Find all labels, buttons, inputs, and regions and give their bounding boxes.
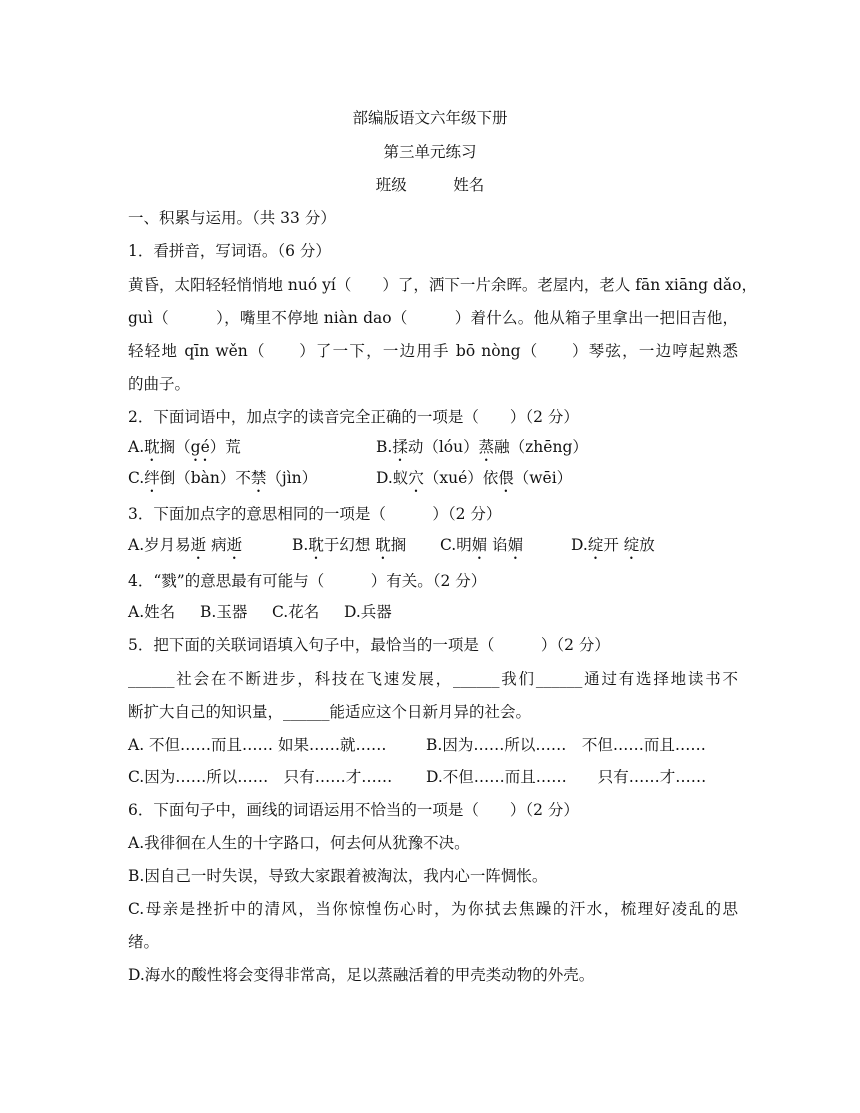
q6-option-b: B.因自己一时失误，导致大家跟着被淘汰，我内心一阵惆怅。 [128,867,548,885]
q1-line-4: 的曲子。 [128,375,191,393]
q2-option-d: D.蚁穴（xué）依偎（wēi） [376,469,573,487]
q6-option-a: A.我徘徊在人生的十字路口，何去何从犹豫不决。 [128,834,470,852]
q5-option-d: D.不但……而且…… 只有……才…… [426,768,707,786]
q4-option-c: C.花名 [272,603,320,621]
q2-stem: 2．下面词语中，加点字的读音完全正确的一项是（ ）（2 分） [128,408,579,426]
q3-option-d: D.绽开 绽放 [571,536,655,554]
q2-option-b: B.揉动（lóu）蒸融（zhēng） [376,438,588,456]
q6-option-d: D.海水的酸性将会变得非常高，足以蒸融活着的甲壳类动物的外壳。 [128,966,595,984]
q5-text-line-2: 断扩大自己的知识量，______能适应这个日新月异的社会。 [128,703,532,721]
q2-option-c: C.绊倒（bàn）不禁（jìn） [128,469,318,487]
q1-stem: 1．看拼音，写词语。（6 分） [128,242,331,260]
q3-option-c: C.明媚 谄媚 [440,536,524,554]
q5-options-row-1 [128,734,738,756]
q4-option-b: B.玉器 [200,603,248,621]
q4-option-a: A.姓名 [128,603,176,621]
q4-options [128,601,738,623]
q5-option-c: C.因为……所以…… 只有……才…… [128,768,393,786]
q1-line-3: 轻轻地 qīn wěn（ ）了一下，一边用手 bō nòng（ ）琴弦，一边哼起熟悉 [128,342,738,360]
q1-line-2: guì（ ），嘴里不停地 niàn dao（ ）着什么。他从箱子里拿出一把旧吉他， [128,309,738,327]
q5-option-a: A. 不但……而且…… 如果……就…… [128,736,387,754]
q2-options-row-1 [128,436,738,465]
q6-stem: 6．下面句子中，画线的词语运用不恰当的一项是（ ）（2 分） [128,801,579,819]
q2-option-a: A.耽搁（gé）荒 [128,438,241,456]
q5-options-row-2 [128,766,738,788]
q5-stem: 5．把下面的关联词语填入句子中，最恰当的一项是（ ）（2 分） [128,636,610,654]
q6-option-c: C.母亲是挫折中的清风，当你惊惶伤心时，为你拭去焦躁的汗水，梳理好凌乱的思 [128,900,738,918]
q2-options-row-2 [128,467,738,496]
q3-options [128,534,738,563]
q4-option-d: D.兵器 [344,603,392,621]
section-heading: 一、积累与运用。（共 33 分） [128,209,336,227]
q6-option-c-cont: 绪。 [128,933,160,951]
class-name-line: 班级 姓名 [375,176,485,194]
doc-title: 部编版语文六年级下册 [352,109,508,127]
doc-subtitle: 第三单元练习 [383,143,477,161]
q5-text-line-1: ______社会在不断进步，科技在飞速发展，______我们______通过有选择地读书不 [128,670,738,688]
q1-line-1: 黄昏，太阳轻轻悄悄地 nuó yí（ ）了，洒下一片余晖。老屋内，老人 fān xiāng dǎo， [128,276,757,294]
q3-option-a: A.岁月易逝 病逝 [128,536,243,554]
q5-option-b: B.因为……所以…… 不但……而且…… [426,736,706,754]
q3-stem: 3．下面加点字的意思相同的一项是（ ）（2 分） [128,505,502,523]
q3-option-b: B.耽于幻想 耽搁 [292,536,407,554]
q4-stem: 4．“戮”的意思最有可能与（ ）有关。（2 分） [128,572,487,590]
